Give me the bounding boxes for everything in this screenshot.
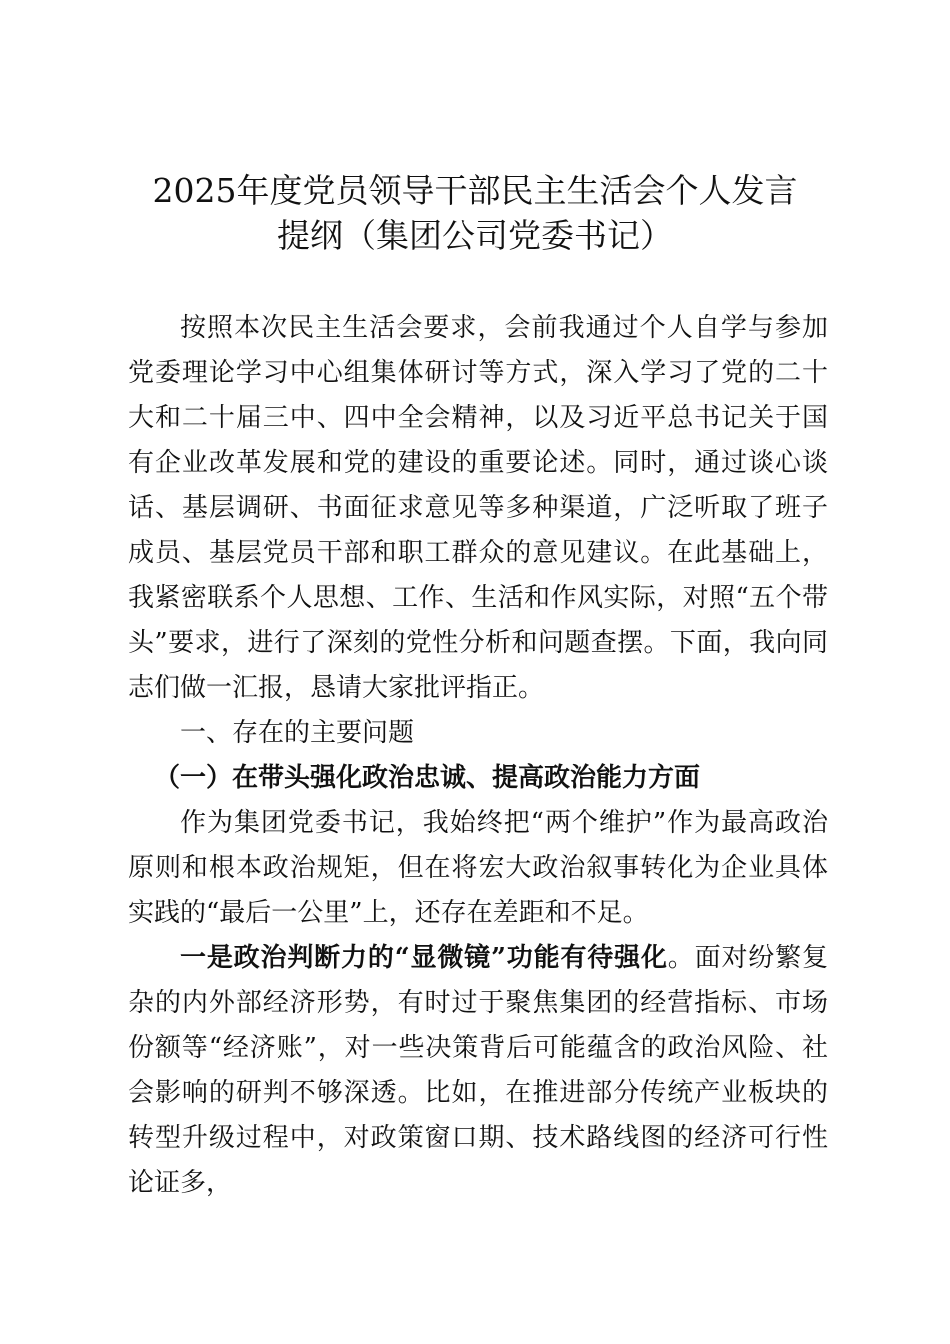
section-heading: 一、存在的主要问题 — [180, 718, 415, 748]
subsection-heading: （一）在带头强化政治忠诚、提高政治能力方面 — [154, 763, 701, 793]
point-text: 。面对纷繁复杂的内外部经济形势，有时过于聚焦集团的经营指标、市场份额等“经济账”，对一些决策背后可能蕴含的政治风险、社会影响的研判不够深透。比如，在推进部分传统产业板块的转型升级过程中，对政策窗口期、技术路线图的经济可行性论证多， — [128, 943, 828, 1198]
subsection-paragraph: 作为集团党委书记，我始终把“两个维护”作为最高政治原则和根本政治规矩，但在将宏大政治叙事转化为企业具体实践的“最后一公里”上，还存在差距和不足。 — [128, 808, 828, 928]
title-line-1: 2025年度党员领导干部民主生活会个人发言 — [152, 171, 798, 210]
intro-paragraph: 按照本次民主生活会要求，会前我通过个人自学与参加党委理论学习中心组集体研讨等方式，深入学习了党的二十大和二十届三中、四中全会精神，以及习近平总书记关于国有企业改革发展和党的建设的重要论述。同时，通过谈心谈话、基层调研、书面征求意见等多种渠道，广泛听取了班子成员、基层党员干部和职工群众的意见建议。在此基础上，我紧密联系个人思想、工作、生活和作风实际，对照“五个带头”要求，进行了深刻的党性分析和问题查摆。下面，我向同志们做一汇报，恳请大家批评指正。 — [128, 313, 828, 703]
title-line-2: 提纲（集团公司党委书记） — [277, 216, 673, 255]
point-lead: 一是政治判断力的“显微镜”功能有待强化 — [180, 943, 668, 973]
document-body — [128, 306, 828, 1206]
document-title — [100, 168, 850, 258]
point-paragraph — [128, 936, 828, 1206]
